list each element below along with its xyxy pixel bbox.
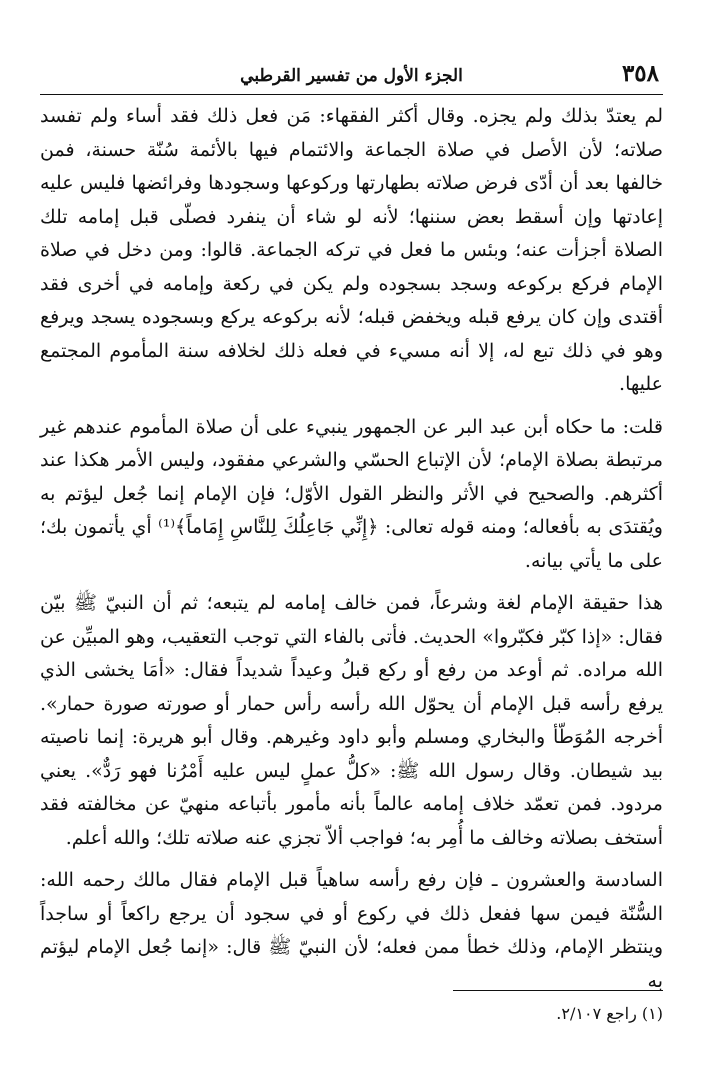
main-text: [40, 100, 663, 1004]
paragraph-2: قلت: ما حكاه أبن عبد البر عن الجمهور ينبيء على أن صلاة المأموم عندهم غير مرتبطة بصلاة الإمام؛ لأن الإتباع الحسّي والشرعي مفقود، وليس الأمر هكذا عند أكثرهم. والصحيح في الأثر والنظر القول الأوّل؛ فإن الإمام إنما جُعل ليؤتم به ويُقتدَى به بأفعاله؛ ومنه قوله تعالى: ﴿إِنِّي جَاعِلُكَ لِلنَّاسِ إِمَاماً﴾⁽¹⁾ أي يأتمون بك؛ على ما يأتي بيانه.: [40, 415, 663, 572]
paragraph-3: هذا حقيقة الإمام لغة وشرعاً، فمن خالف إمامه لم يتبعه؛ ثم أن النبيّ ﷺ بيّن فقال: «إذا كبّر فكبّروا» الحديث. فأتى بالفاء التي توجب التعقيب، وهو المبيِّن عن الله مراده. ثم أوعد من رفع أو ركع قبلُ وعيداً شديداً فقال: «أمَا يخشى الذي يرفع رأسه قبل الإمام أن يحوّل الله رأسه رأس حمار أو صورته صورة حمار». أخرجه المُوَطّأ والبخاري ومسلم وأبو داود وغيرهم. وقال أبو هريرة: إنما ناصيته بيد شيطان. وقال رسول الله ﷺ: «كلُّ عملٍ ليس عليه أَمْرُنا فهو رَدٌّ». يعني مردود. فمن تعمّد خلاف إمامه عالماً بأنه مأمور بأتباعه منهيّ عن مخالفته فقد أستخف بصلاته وخالف ما أُمِر به؛ فواجب ألاّ تجزي عنه صلاته تلك؛ والله أعلم.: [40, 592, 663, 849]
footnote-divider: [453, 990, 663, 991]
paragraph-1: لم يعتدّ بذلك ولم يجزه. وقال أكثر الفقهاء: مَن فعل ذلك فقد أساء ولم تفسد صلاته؛ لأن الأصل في صلاة الجماعة والائتمام فيها بالأئمة سُنّة حسنة، فمن خالفها بعد أن أدّى فرض صلاته بطهارتها وركوعها وسجودها وفرائضها فليس عليه إعادتها وإن أسقط بعض سننها؛ لأنه لو شاء أن ينفرد فصلّى قبل إمامه تلك الصلاة أجزأت عنه؛ وبئس ما فعل في تركه الجماعة. قالوا: ومن دخل في صلاة الإمام فركع بركوعه وسجد بسجوده ولم يكن في ركعة وإمامه في أخرى فقد أقتدى وإن كان يرفع قبله ويخفض قبله؛ لأنه بركوعه يركع وبسجوده يسجد ويرفع وهو في ذلك تبع له، إلا أنه مسيء في فعله ذلك لخلافه سنة المأموم المجتمع عليها.: [40, 105, 663, 395]
page-header: [40, 58, 663, 95]
running-title: الجزء الأول من تفسير القرطبي: [240, 66, 463, 86]
page-number: ٣٥٨: [621, 60, 659, 87]
paragraph-4: السادسة والعشرون ـ فإن رفع رأسه ساهياً قبل الإمام فقال مالك رحمه الله: السُّنّة فيمن سها ففعل ذلك في ركوع أو في سجود أن يرجع راكعاً أو ساجداً وينتظر الإمام، وذلك خطأ ممن فعله؛ لأن النبيّ ﷺ قال: «إنما جُعل الإمام ليؤتم به: [40, 869, 663, 992]
footnote: (١) راجع ٢/١٠٧.: [556, 1004, 663, 1023]
